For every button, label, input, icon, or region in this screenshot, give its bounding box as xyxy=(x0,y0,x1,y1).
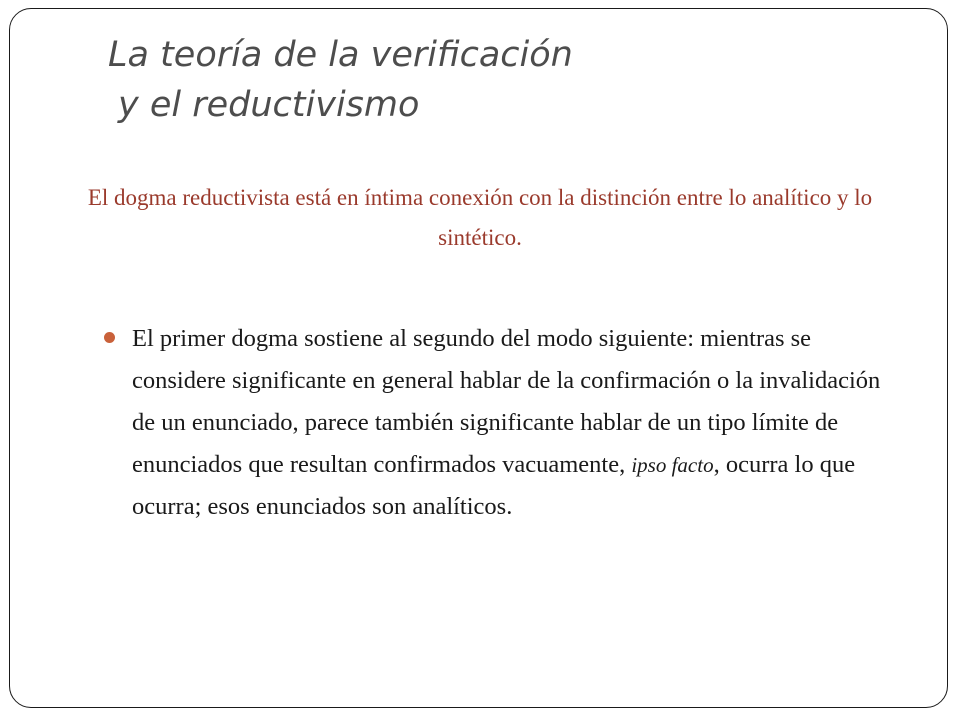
slide-title-line-1: La teoría de la verificación xyxy=(108,35,573,75)
bullet-text-end: , ocurra lo que ocurra; esos enunciados son analíticos. xyxy=(132,451,856,520)
bullet-item xyxy=(104,318,884,528)
slide-title-line-2: y el reductivismo xyxy=(118,85,420,125)
bullet-dot-icon xyxy=(104,332,115,343)
bullet-text-italic: ipso facto xyxy=(631,453,714,477)
slide-title xyxy=(108,30,908,130)
bullet-text xyxy=(132,318,884,528)
bullet-text-start: El primer dogma sostiene al segundo del modo siguiente: mientras se considere significante en general hablar de la confirmación o la invalidación de un enunciado, parece también significante hablar de un tipo límite de enunciados que resultan confirmados vacuamente, xyxy=(132,325,881,478)
slide-subtitle: El dogma reductivista está en íntima conexión con la distinción entre lo analítico y lo sintético. xyxy=(87,185,873,250)
